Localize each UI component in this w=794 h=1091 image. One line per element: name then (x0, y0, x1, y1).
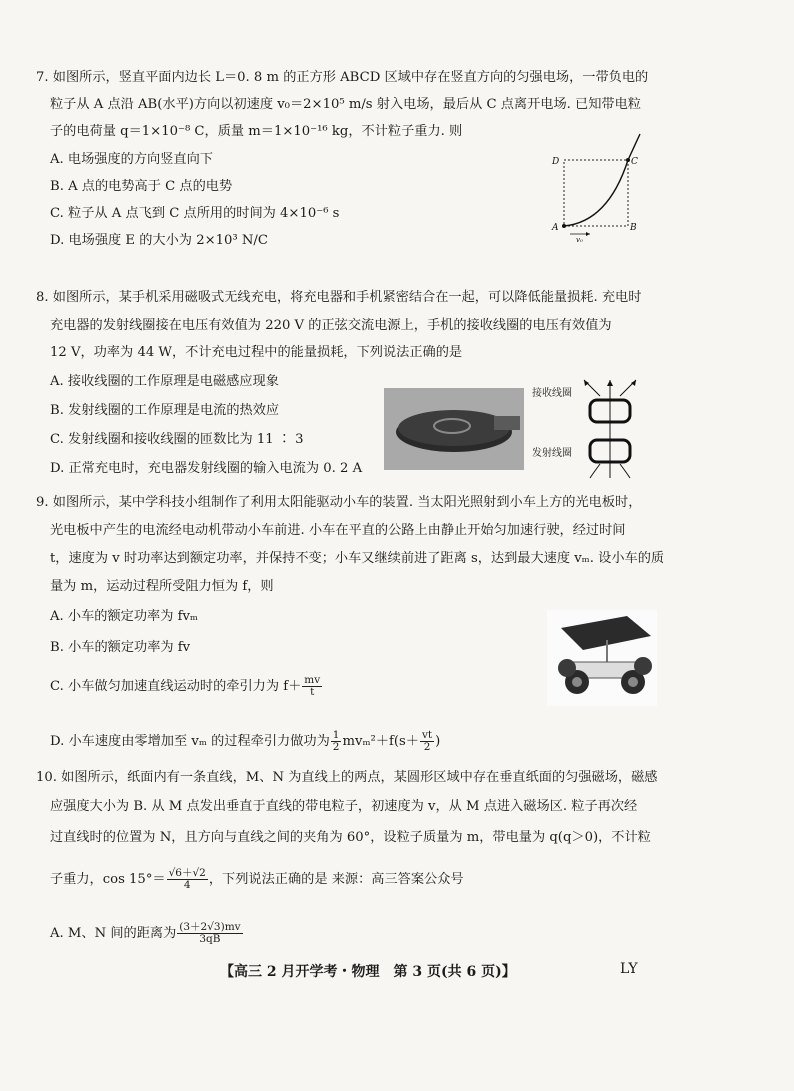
q9-option-d-half (331, 730, 342, 753)
page-footer: 【高三 2 月开学考・物理 第 3 页(共 6 页)】 (220, 964, 516, 980)
q10-cos-denominator: 4 (183, 879, 191, 891)
q10-stem-line1: 10. 如图所示，纸面内有一条直线，M、N 为直线上的两点，某圆形区域中存在垂直纸面的匀强磁场，磁感 (36, 770, 658, 785)
q7-square-field-diagram (548, 130, 648, 242)
q10-option-a-numerator: (3＋2√3)mv (179, 921, 241, 933)
q7-stem-line2: 粒子从 A 点沿 AB(水平)方向以初速度 v₀＝2×10⁵ m/s 射入电场，最后从 C 点离开电场. 已知带电粒 (50, 97, 641, 112)
q9-option-c-numerator: mv (304, 674, 321, 686)
q7-label-a: A (552, 223, 559, 233)
q10-stem-line4 (50, 868, 464, 891)
q8-stem-line2: 充电器的发射线圈接在电压有效值为 220 V 的正弦交流电源上，手机的接收线圈的电压有效值为 (50, 318, 612, 333)
q10-option-a-text: A. M、N 间的距离为 (50, 926, 177, 941)
q10-option-a (50, 922, 244, 945)
q7-label-d: D (552, 157, 560, 167)
q10-option-a-denominator: 3qB (199, 933, 221, 945)
q10-cos-numerator: √6＋√2 (168, 867, 206, 879)
q9-stem-line2: 光电板中产生的电流经电动机带动小车前进. 小车在平直的公路上由静止开始匀加速行驶，经过时间 (50, 523, 626, 538)
charger-photo (384, 388, 524, 470)
q9-stem-line3: t，速度为 v 时功率达到额定功率，并保持不变；小车又继续前进了距离 s，达到最大速度 vₘ. 设小车的质 (50, 551, 665, 566)
q7-label-c: C (631, 157, 638, 167)
q9-option-a: A. 小车的额定功率为 fvₘ (50, 609, 199, 624)
q7-option-b: B. A 点的电势高于 C 点的电势 (50, 179, 233, 194)
q7-stem-line1: 7. 如图所示，竖直平面内边长 L＝0. 8 m 的正方形 ABCD 区域中存在竖直方向的匀强电场，一带负电的 (36, 70, 649, 85)
q9-option-d-den: 2 (423, 741, 431, 753)
label-receive-coil: 接收线圈 (532, 388, 572, 399)
q7-option-a: A. 电场强度的方向竖直向下 (50, 152, 213, 167)
q10-stem-line4-text: 子重力，cos 15°＝ (50, 872, 166, 887)
q7-option-d: D. 电场强度 E 的大小为 2×10³ N/C (50, 233, 268, 248)
coil-diagram (560, 378, 660, 480)
footer-code: LY (620, 961, 638, 977)
q9-option-d-end: ) (435, 734, 441, 749)
q9-option-d-text: D. 小车速度由零增加至 vₘ 的过程牵引力做功为 (50, 734, 330, 749)
q9-option-d (50, 730, 440, 753)
q8-option-d: D. 正常充电时，充电器发射线圈的输入电流为 0. 2 A (50, 461, 363, 476)
q9-option-b: B. 小车的额定功率为 fv (50, 640, 191, 655)
q9-option-d-half-den: 2 (332, 741, 340, 753)
q8-stem-line1: 8. 如图所示，某手机采用磁吸式无线充电，将充电器和手机紧密结合在一起，可以降低能量损耗. 充电时 (36, 290, 642, 305)
q9-option-d-mid: mvₘ²＋f(s＋ (342, 734, 419, 749)
q9-option-c-fraction (302, 675, 322, 698)
q9-option-c-denominator: t (310, 686, 315, 698)
q10-stem-line3: 过直线时的位置为 N，且方向与直线之间的夹角为 60°，设粒子质量为 m，带电量为 q(q＞0)，不计粒 (50, 830, 651, 845)
q7-option-c: C. 粒子从 A 点飞到 C 点所用的时间为 4×10⁻⁶ s (50, 206, 340, 221)
q9-option-d-half-num: 1 (332, 729, 340, 741)
q10-stem-line2: 应强度大小为 B. 从 M 点发出垂直于直线的带电粒子，初速度为 v，从 M 点进入磁场区. 粒子再次经 (50, 799, 638, 814)
solar-car-photo (547, 610, 657, 706)
label-transmit-coil: 发射线圈 (532, 448, 572, 459)
q8-option-c: C. 发射线圈和接收线圈的匝数比为 11 ∶ 3 (50, 432, 304, 447)
q9-option-c (50, 675, 323, 698)
q7-label-b: B (630, 223, 637, 233)
q8-option-b: B. 发射线圈的工作原理是电流的热效应 (50, 403, 280, 418)
q9-option-c-text: C. 小车做匀加速直线运动时的牵引力为 f＋ (50, 679, 302, 694)
q7-label-v0: v₀ (576, 236, 583, 242)
q9-option-d-num: vt (421, 729, 433, 741)
q8-stem-line3: 12 V，功率为 44 W，不计充电过程中的能量损耗，下列说法正确的是 (50, 345, 463, 360)
q9-stem-line4: 量为 m，运动过程所受阻力恒为 f，则 (50, 579, 274, 594)
q10-option-a-fraction (177, 922, 242, 945)
q7-stem-line3: 子的电荷量 q＝1×10⁻⁸ C，质量 m＝1×10⁻¹⁶ kg，不计粒子重力. 则 (50, 124, 463, 139)
q10-stem-line4-rest: ，下列说法正确的是 来源：高三答案公众号 (208, 872, 464, 887)
q9-option-d-fraction (420, 730, 434, 753)
q9-stem-line1: 9. 如图所示，某中学科技小组制作了利用太阳能驱动小车的装置. 当太阳光照射到小车上方的光电板时， (36, 495, 642, 510)
q8-option-a: A. 接收线圈的工作原理是电磁感应现象 (50, 374, 279, 389)
q10-cos-fraction (167, 868, 208, 891)
